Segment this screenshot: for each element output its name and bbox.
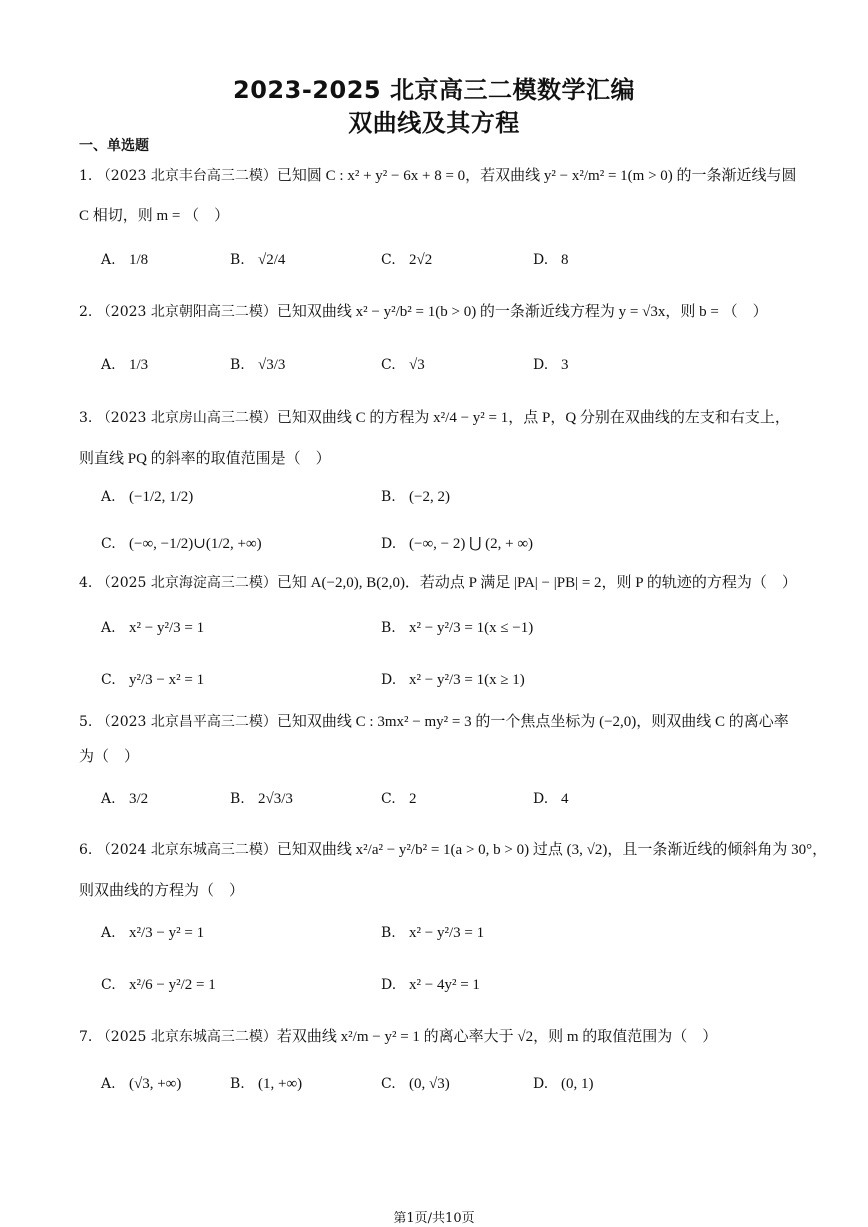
option-a[interactable]: A. 1/3 <box>101 357 149 373</box>
question-source: （2023 北京房山高三二模） <box>96 410 277 426</box>
question-number: 2. <box>79 304 93 320</box>
question-source: （2023 北京朝阳高三二模） <box>96 304 277 320</box>
option-b[interactable]: B. √2/4 <box>230 252 286 268</box>
question-number: 4. <box>79 575 93 591</box>
option-b[interactable]: B. √3/3 <box>230 357 286 373</box>
question-text-cont: 则双曲线的方程为（ ） <box>79 883 245 899</box>
option-a[interactable]: A. (√3, +∞) <box>101 1076 182 1092</box>
question-source: （2025 北京东城高三二模） <box>96 1029 277 1045</box>
option-d[interactable]: D. 4 <box>533 791 569 807</box>
option-b[interactable]: B. (−2, 2) <box>381 489 450 505</box>
option-a[interactable]: A. 3/2 <box>101 791 149 807</box>
question-source: （2025 北京海淀高三二模） <box>96 575 277 591</box>
option-a[interactable]: A. 1/8 <box>101 252 149 268</box>
option-c[interactable]: C. 2 <box>381 791 417 807</box>
option-d[interactable]: D. 8 <box>533 252 569 268</box>
option-d[interactable]: D. (0, 1) <box>533 1076 594 1092</box>
option-c[interactable]: C. x²/6 − y²/2 = 1 <box>101 977 216 993</box>
question-text-cont: 则直线 PQ 的斜率的取值范围是（ ） <box>79 451 331 467</box>
question-number: 7. <box>79 1029 93 1045</box>
section-heading: 一、单选题 <box>79 138 149 154</box>
question-text: 已知双曲线 C : 3mx² − my² = 3 的一个焦点坐标为 (−2,0)，则双曲线 C 的离心率 <box>276 714 789 730</box>
option-a[interactable]: A. (−1/2, 1/2) <box>101 489 194 505</box>
option-d[interactable]: D. 3 <box>533 357 569 373</box>
question-source: （2023 北京昌平高三二模） <box>96 714 277 730</box>
question-text-cont: C 相切，则 m = （ ） <box>79 208 230 224</box>
option-d[interactable]: D. (−∞, − 2) ⋃ (2, + ∞) <box>381 536 534 552</box>
option-b[interactable]: B. x² − y²/3 = 1(x ≤ −1) <box>381 620 534 636</box>
option-b[interactable]: B. x² − y²/3 = 1 <box>381 925 485 941</box>
question-number: 5. <box>79 714 93 730</box>
document-subtitle: 双曲线及其方程 <box>348 109 520 137</box>
question-text: 已知 A(−2,0), B(2,0)．若动点 P 满足 |PA| − |PB| = 2，则 P 的轨迹的方程为（ ） <box>276 575 797 591</box>
option-b[interactable]: B. 2√3/3 <box>230 791 293 807</box>
question-text: 已知双曲线 x²/a² − y²/b² = 1(a > 0, b > 0) 过点 (3, √2)，且一条渐近线的倾斜角为 30°， <box>276 842 828 858</box>
question-text: 已知圆 C : x² + y² − 6x + 8 = 0，若双曲线 y² − x²/m² = 1(m > 0) 的一条渐近线与圆 <box>276 168 797 184</box>
question-text-cont: 为（ ） <box>79 749 140 765</box>
option-b[interactable]: B. (1, +∞) <box>230 1076 303 1092</box>
option-a[interactable]: A. x² − y²/3 = 1 <box>101 620 205 636</box>
option-c[interactable]: C. y²/3 − x² = 1 <box>101 672 205 688</box>
question-number: 3. <box>79 410 93 426</box>
question-source: （2024 北京东城高三二模） <box>96 842 277 858</box>
option-a[interactable]: A. x²/3 − y² = 1 <box>101 925 205 941</box>
option-c[interactable]: C. (−∞, −1/2)∪(1/2, +∞) <box>101 536 262 552</box>
option-d[interactable]: D. x² − 4y² = 1 <box>381 977 480 993</box>
question-text: 已知双曲线 x² − y²/b² = 1(b > 0) 的一条渐近线方程为 y = √3x，则 b = （ ） <box>276 304 768 320</box>
question-source: （2023 北京丰台高三二模） <box>96 168 277 184</box>
option-d[interactable]: D. x² − y²/3 = 1(x ≥ 1) <box>381 672 525 688</box>
option-c[interactable]: C. (0, √3) <box>381 1076 450 1092</box>
option-c[interactable]: C. √3 <box>381 357 425 373</box>
option-c[interactable]: C. 2√2 <box>381 252 433 268</box>
question-text: 已知双曲线 C 的方程为 x²/4 − y² = 1，点 P，Q 分别在双曲线的左支和右支上， <box>276 410 790 426</box>
question-text: 若双曲线 x²/m − y² = 1 的离心率大于 √2，则 m 的取值范围为（ ） <box>276 1029 718 1045</box>
page-footer: 第1页/共10页 <box>393 1211 475 1226</box>
question-number: 1. <box>79 168 93 184</box>
document-title: 2023-2025 北京高三二模数学汇编 <box>233 76 635 104</box>
question-number: 6. <box>79 842 93 858</box>
